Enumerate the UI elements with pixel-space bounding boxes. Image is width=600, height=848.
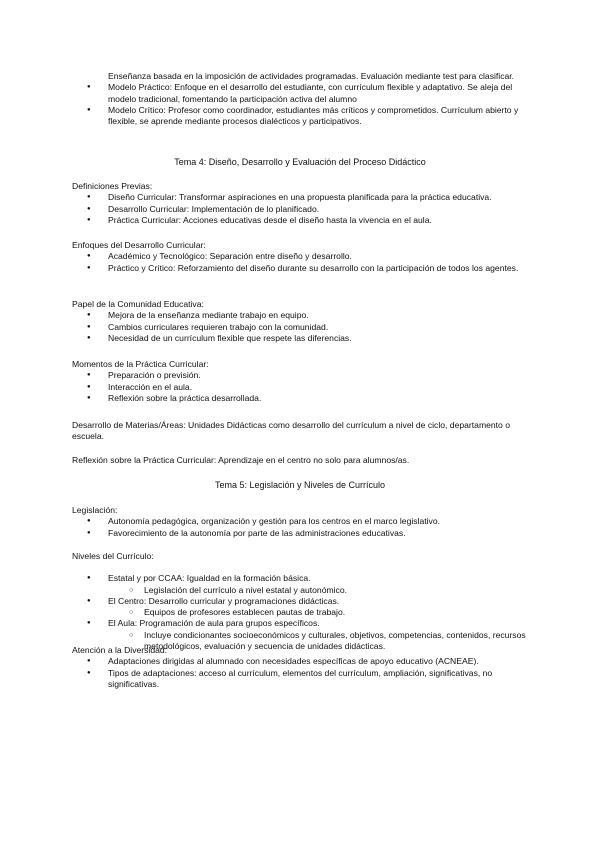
list-item: ● Mejora de la enseñanza mediante trabajo en equipo. [72, 310, 530, 321]
paragraph: Desarrollo de Materias/Áreas: Unidades Didácticas como desarrollo del currículum a nivel de ciclo, departamento o escuela. [72, 420, 511, 442]
section-definiciones [72, 181, 530, 226]
section-heading: Enfoques del Desarrollo Curricular: [72, 240, 206, 250]
list-item: ● Autonomía pedagógica, organización y gestión para los centros en el marco legislativo. [72, 516, 530, 527]
list-item: ● Académico y Tecnológico: Separación entre diseño y desarrollo. [72, 251, 530, 262]
sub-list-item: ○ Incluye condicionantes socioeconómicos y culturales, objetivos, competencias, contenidos, recursos metodológicos, evaluación y secuencia de unidades didácticas. [72, 630, 530, 653]
section-papel [72, 299, 530, 344]
section-heading: Niveles del Currículo: [72, 551, 154, 561]
continued-line: Enseñanza basada en la imposición de actividades programadas. Evaluación mediante test para clasificar. [108, 71, 515, 81]
list-item: ● El Centro: Desarrollo curricular y programaciones didácticas. [72, 596, 530, 607]
section-heading: Definiciones Previas: [72, 181, 153, 191]
section-heading: Momentos de la Práctica Curricular: [72, 359, 209, 369]
list-item: ● Modelo Crítico: Profesor como coordinador, estudiantes más críticos y comprometidos. Currículum abierto y flexible, se aprende mediante procesos dialécticos y participativos. [72, 105, 530, 128]
paragraph-reflexion [72, 455, 530, 466]
list-item: ● Cambios curriculares requieren trabajo con la comunidad. [72, 322, 530, 333]
list-item: ● Favorecimiento de la autonomía por parte de las administraciones educativas. [72, 528, 530, 539]
list-item: ● Desarrollo Curricular: Implementación de lo planificado. [72, 204, 530, 215]
list-item: ● Tipos de adaptaciones: acceso al currículum, elementos del currículum, ampliación, significativas, no significativas. [72, 668, 530, 691]
list-item: ● Diseño Curricular: Transformar aspiraciones en una propuesta planificada para la práctica educativa. [72, 192, 530, 203]
section-atencion [72, 645, 530, 690]
list-item: ● Modelo Práctico: Enfoque en el desarrollo del estudiante, con currículum flexible y adaptativo. Se aleja del modelo tradicional, fomentando la participación activa del alumno [72, 82, 530, 105]
section-momentos [72, 359, 530, 404]
paragraph: Reflexión sobre la Práctica Curricular: Aprendizaje en el centro no solo para alumnos/as. [72, 455, 410, 465]
list-item: ● Reflexión sobre la práctica desarrollada. [72, 393, 530, 404]
list-item: ● Práctico y Crítico: Reforzamiento del diseño durante su desarrollo con la participación de todos los agentes. [72, 263, 530, 274]
section-heading: Atención a la Diversidad: [72, 645, 168, 655]
sub-list-item: ○ Legislación del currículo a nivel estatal y autonómico. [72, 585, 530, 596]
list-item: ● El Aula: Programación de aula para grupos específicos. [72, 618, 530, 629]
section-enfoques [72, 240, 530, 274]
list-item: ● Adaptaciones dirigidas al alumnado con necesidades específicas de apoyo educativo (ACNEAE). [72, 656, 530, 667]
sub-list-item: ○ Equipos de profesores establecen pautas de trabajo. [72, 607, 530, 618]
list-item: ● Preparación o previsión. [72, 370, 530, 381]
paragraph-materias [72, 420, 530, 443]
section-title-tema5: Tema 5: Legislación y Niveles de Currículo [214, 480, 386, 490]
intro-list [72, 71, 530, 127]
section-title-tema4: Tema 4: Diseño, Desarrollo y Evaluación del Proceso Didáctico [174, 157, 426, 167]
list-item: ● Interacción en el aula. [72, 382, 530, 393]
section-niveles [72, 551, 530, 652]
section-legislacion [72, 505, 530, 539]
section-heading: Legislación: [72, 505, 118, 515]
section-heading: Papel de la Comunidad Educativa: [72, 299, 204, 309]
list-item: ● Necesidad de un currículum flexible que respete las diferencias. [72, 333, 530, 344]
list-item: ● Práctica Curricular: Acciones educativas desde el diseño hasta la vivencia en el aula. [72, 215, 530, 226]
list-item: ● Estatal y por CCAA: Igualdad en la formación básica. [72, 573, 530, 584]
